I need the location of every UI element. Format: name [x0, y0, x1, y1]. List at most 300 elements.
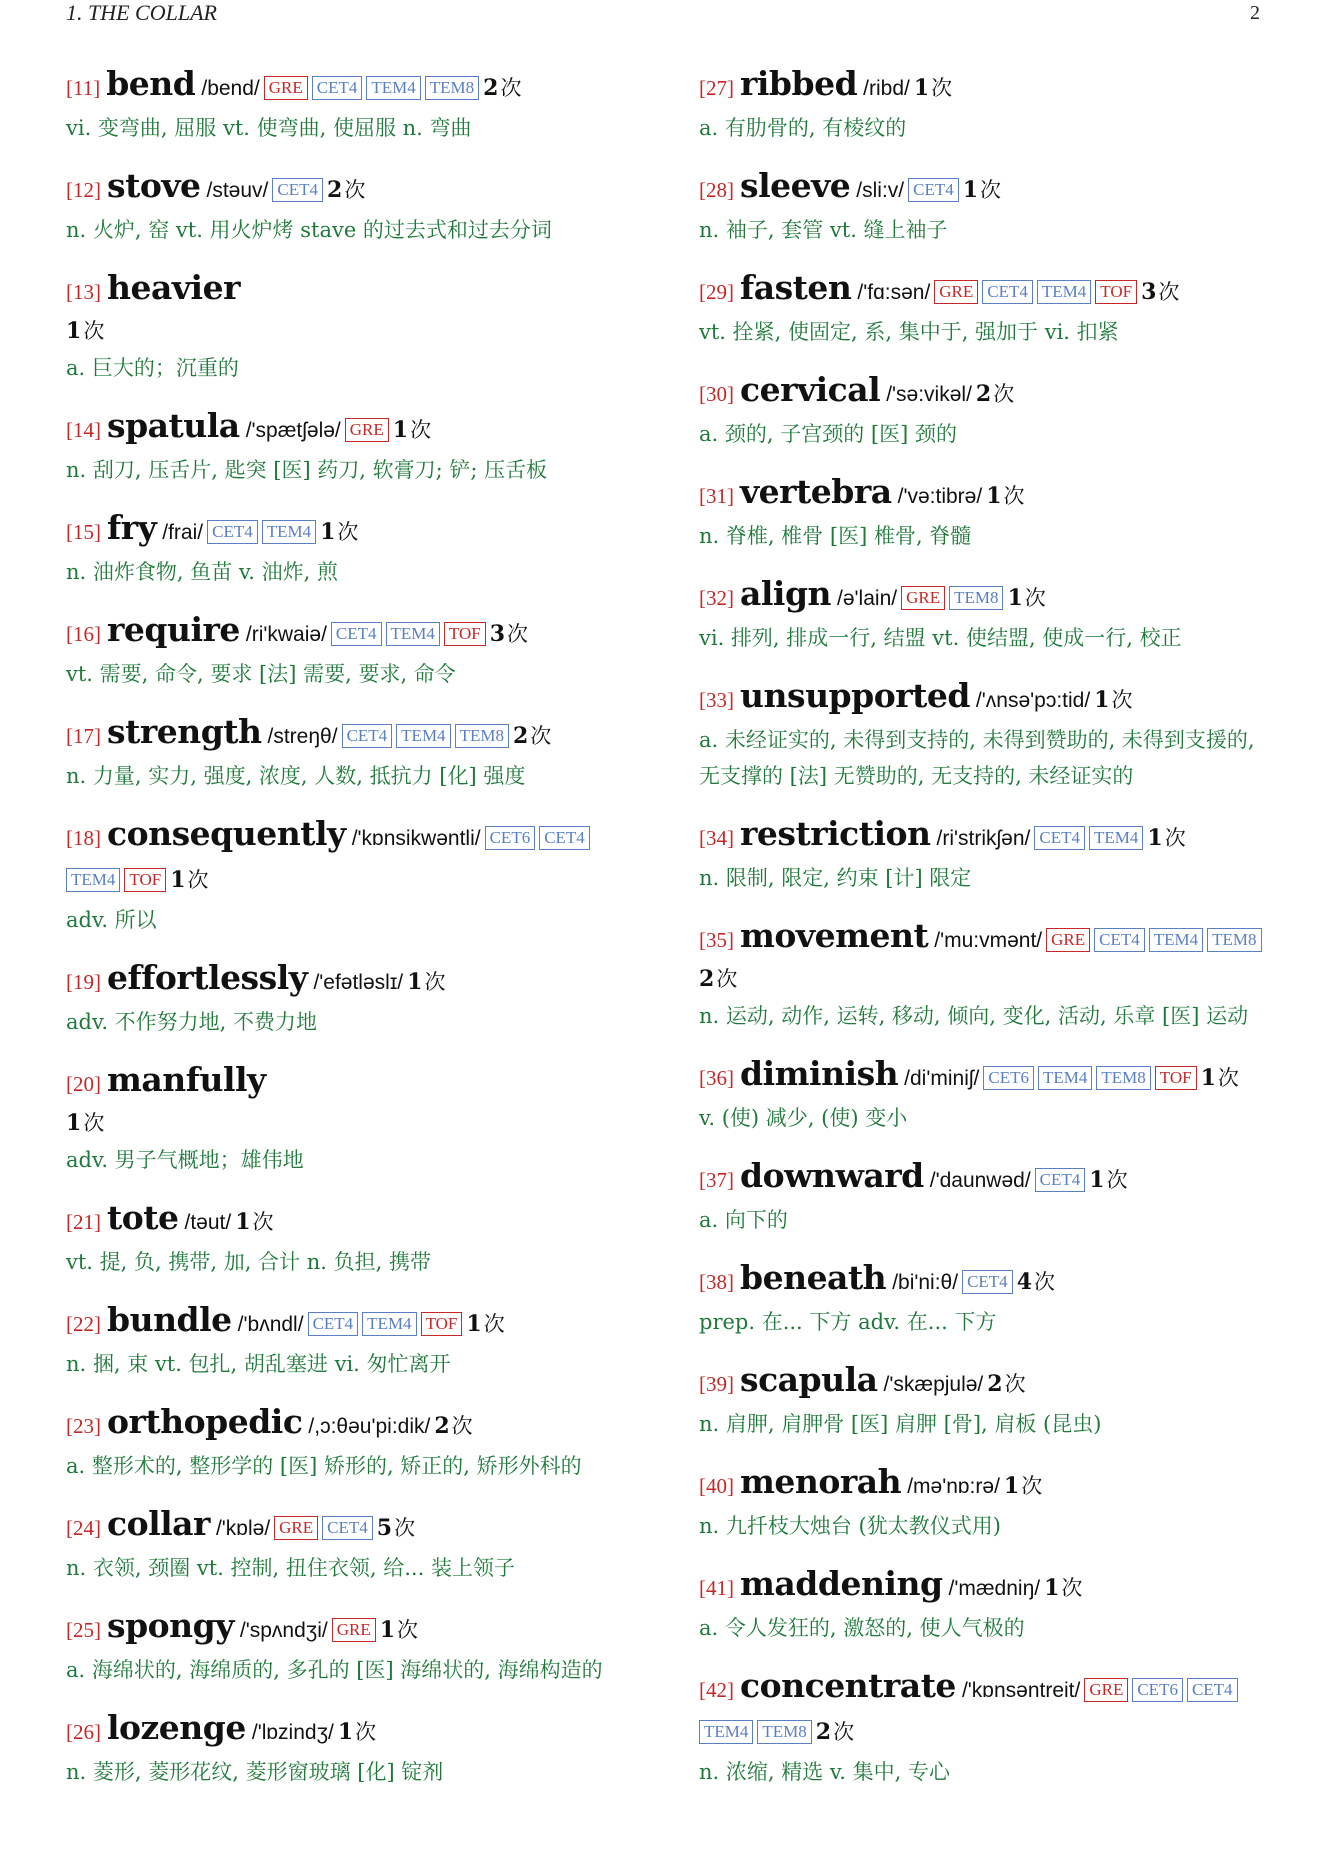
vocab-entry: [66, 814, 646, 938]
vocab-entry: [699, 814, 1279, 896]
exam-tag: CET4: [322, 1516, 373, 1540]
count-unit: 次: [337, 520, 359, 544]
occurrence-count: [699, 966, 737, 992]
entry-word: heavier: [107, 268, 240, 307]
entry-phonetic: /'kɒnsikwəntli/: [351, 827, 481, 850]
occurrence-count: [466, 1311, 504, 1337]
entry-headline: [66, 166, 646, 212]
exam-tag: TEM8: [455, 724, 509, 748]
entry-definition: n. 油炸食物, 鱼苗 v. 油炸, 煎: [66, 560, 338, 584]
entry-word: bend: [106, 64, 196, 103]
entry-index: [17]: [66, 724, 101, 748]
entry-definition: n. 衣领, 颈圈 vt. 控制, 扭住衣领, 给... 装上领子: [66, 1556, 515, 1580]
entry-word: fry: [107, 508, 157, 547]
exam-tag: CET4: [1035, 1168, 1086, 1192]
exam-tag: GRE: [332, 1618, 376, 1642]
count-unit: 次: [1034, 1270, 1055, 1294]
entry-headline: [699, 1462, 1279, 1508]
exam-tag: CET4: [1187, 1678, 1238, 1702]
occurrence-count: [393, 417, 431, 443]
entry-word: diminish: [740, 1054, 899, 1093]
entry-headline: [699, 814, 1279, 860]
entry-phonetic: /ə'lain/: [837, 587, 898, 610]
entry-phonetic: /di'miniʃ/: [904, 1067, 980, 1090]
entry-word: stove: [107, 166, 201, 205]
entry-headline: [699, 166, 1279, 212]
entry-headline: [66, 508, 646, 554]
count-number: 1: [1044, 1575, 1060, 1601]
exam-tag: TEM4: [396, 724, 450, 748]
entry-index: [25]: [66, 1618, 101, 1642]
count-unit: 次: [1111, 688, 1133, 712]
entry-word: align: [740, 574, 832, 613]
occurrence-count: [513, 723, 551, 749]
count-number: 1: [1200, 1065, 1216, 1091]
count-unit: 次: [397, 1618, 419, 1642]
exam-tag: CET4: [982, 280, 1033, 304]
occurrence-count: [1007, 585, 1045, 611]
entry-headline: [66, 958, 646, 1004]
entry-phonetic: /'efətləslɪ/: [313, 971, 404, 994]
vocab-entry: [699, 676, 1279, 794]
occurrence-count: [320, 519, 358, 545]
vocab-entry: [699, 1462, 1279, 1544]
count-unit: 次: [83, 319, 105, 343]
entry-word: strength: [107, 712, 262, 751]
exam-tag: GRE: [934, 280, 978, 304]
entry-definition: vi. 变弯曲, 屈服 vt. 使弯曲, 使屈服 n. 弯曲: [66, 116, 472, 140]
exam-tag: TOF: [444, 622, 486, 646]
entry-word: fasten: [740, 268, 852, 307]
count-number: 2: [327, 177, 343, 203]
vocab-entry: [66, 1300, 646, 1382]
entry-phonetic: /'spʌndʒi/: [239, 1619, 328, 1642]
exam-tag: CET6: [1132, 1678, 1183, 1702]
entry-phonetic: /stəuv/: [206, 179, 269, 202]
count-unit: 次: [187, 868, 209, 892]
count-unit: 次: [931, 76, 953, 100]
exam-tag: CET4: [342, 724, 393, 748]
count-unit: 次: [993, 382, 1015, 406]
entry-index: [18]: [66, 826, 101, 850]
entry-index: [39]: [699, 1372, 734, 1396]
entry-word: consequently: [107, 814, 346, 853]
entry-index: [40]: [699, 1474, 734, 1498]
exam-tag: GRE: [1046, 928, 1090, 952]
occurrence-count: [235, 1209, 273, 1235]
occurrence-count: [1141, 279, 1179, 305]
exam-tag: TEM4: [366, 76, 420, 100]
entry-definition: a. 向下的: [699, 1208, 788, 1232]
entry-phonetic: /ri'kwaiə/: [245, 623, 327, 646]
vocab-entry: [699, 1156, 1279, 1238]
entry-definition: a. 令人发狂的, 激怒的, 使人气极的: [699, 1616, 1025, 1640]
entry-definition: vt. 拴紧, 使固定, 系, 集中于, 强加于 vi. 扣紧: [699, 320, 1119, 344]
entry-phonetic: /'ʌnsə'pɔ:tid/: [975, 689, 1091, 712]
count-unit: 次: [1106, 1168, 1128, 1192]
count-unit: 次: [252, 1210, 274, 1234]
entry-headline: [699, 64, 1279, 110]
entry-headline: [66, 1606, 646, 1652]
entry-headline: [66, 406, 646, 452]
entry-headline: [66, 610, 646, 656]
entry-count-line: [66, 1106, 646, 1142]
count-number: 2: [512, 723, 529, 749]
entry-headline: [66, 1402, 646, 1448]
occurrence-count: [1004, 1473, 1042, 1499]
entry-definition: a. 海绵状的, 海绵质的, 多孔的 [医] 海绵状的, 海绵构造的: [66, 1658, 603, 1682]
count-number: 1: [962, 177, 979, 203]
entry-phonetic: /sli:v/: [856, 179, 905, 202]
occurrence-count: [327, 177, 365, 203]
entry-definition: n. 火炉, 窑 vt. 用火炉烤 stave 的过去式和过去分词: [66, 218, 552, 242]
count-unit: 次: [83, 1111, 105, 1135]
vocab-entry: [66, 1606, 646, 1688]
entry-definition: n. 限制, 限定, 约束 [计] 限定: [699, 866, 972, 890]
entry-word: scapula: [740, 1360, 878, 1399]
entry-headline: [699, 472, 1279, 518]
vocab-entry: [699, 166, 1279, 248]
entry-phonetic: /streŋθ/: [267, 725, 338, 748]
count-number: 1: [235, 1209, 251, 1235]
exam-tag: TEM4: [262, 520, 316, 544]
count-number: 1: [986, 483, 1002, 509]
entry-definition: v. (使) 减少, (使) 变小: [699, 1106, 908, 1130]
exam-tag: TEM4: [1038, 1066, 1092, 1090]
left-column: [66, 64, 646, 1810]
count-number: 3: [489, 621, 506, 647]
vocab-entry: [699, 1054, 1279, 1136]
entry-word: concentrate: [740, 1666, 956, 1705]
vocab-entry: [699, 472, 1279, 554]
count-number: 1: [320, 519, 336, 545]
entry-phonetic: /,ɔ:θəu'pi:dik/: [308, 1415, 431, 1438]
exam-tag: TEM4: [699, 1720, 753, 1744]
entry-headline: [699, 916, 1279, 962]
entry-phonetic: /'fɑ:sən/: [857, 281, 931, 304]
count-number: 2: [975, 381, 992, 407]
entry-headline: [699, 1564, 1279, 1610]
occurrence-count: [987, 1371, 1025, 1397]
entry-headline: [699, 1666, 1279, 1712]
occurrence-count: [986, 483, 1024, 509]
entry-definition: vt. 需要, 命令, 要求 [法] 需要, 要求, 命令: [66, 662, 456, 686]
exam-tag: CET4: [308, 1312, 359, 1336]
entry-headline-cont: [699, 1712, 1279, 1754]
entry-definition: a. 巨大的；沉重的: [66, 356, 239, 380]
entry-headline: [66, 268, 646, 314]
vocab-entry: [699, 1360, 1279, 1442]
occurrence-count: [1147, 825, 1185, 851]
entry-headline-cont: [66, 860, 646, 902]
entry-phonetic: /'bʌndl/: [237, 1313, 304, 1336]
count-number: 1: [466, 1311, 482, 1337]
entry-index: [30]: [699, 382, 734, 406]
entry-index: [29]: [699, 280, 734, 304]
vocab-entry: [699, 916, 1279, 1034]
count-number: 2: [699, 966, 715, 992]
entry-index: [36]: [699, 1066, 734, 1090]
count-number: 1: [913, 75, 930, 101]
entry-index: [37]: [699, 1168, 734, 1192]
count-unit: 次: [980, 178, 1002, 202]
entry-word: restriction: [740, 814, 931, 853]
count-number: 1: [170, 867, 186, 893]
exam-tag: TOF: [421, 1312, 463, 1336]
exam-tag: TOF: [1095, 280, 1137, 304]
entry-index: [22]: [66, 1312, 101, 1336]
exam-tag: TEM8: [425, 76, 479, 100]
entry-index: [32]: [699, 586, 734, 610]
count-unit: 次: [1021, 1474, 1043, 1498]
count-number: 2: [815, 1719, 832, 1745]
vocab-entry: [699, 1564, 1279, 1646]
exam-tag: CET4: [908, 178, 959, 202]
occurrence-count: [1089, 1167, 1127, 1193]
count-number: 1: [1089, 1167, 1105, 1193]
entry-index: [23]: [66, 1414, 101, 1438]
entry-phonetic: /'mædniŋ/: [948, 1577, 1041, 1600]
exam-tag: CET6: [983, 1066, 1034, 1090]
count-unit: 次: [394, 1516, 416, 1540]
entry-definition: a. 有肋骨的, 有棱纹的: [699, 116, 907, 140]
count-unit: 次: [410, 418, 432, 442]
entry-word: ribbed: [740, 64, 858, 103]
entry-index: [41]: [699, 1576, 734, 1600]
entry-definition: prep. 在... 下方 adv. 在... 下方: [699, 1310, 997, 1334]
count-unit: 次: [451, 1414, 473, 1438]
entry-definition: adv. 不作努力地, 不费力地: [66, 1010, 318, 1034]
exam-tag: GRE: [1084, 1678, 1128, 1702]
entry-index: [19]: [66, 970, 101, 994]
entry-headline: [66, 1300, 646, 1346]
entry-headline: [66, 814, 646, 860]
occurrence-count: [434, 1413, 472, 1439]
vocab-entry: [699, 64, 1279, 146]
entry-phonetic: /'spætʃələ/: [245, 419, 341, 442]
exam-tag: CET4: [312, 76, 363, 100]
entry-headline: [699, 1156, 1279, 1202]
count-unit: 次: [1024, 586, 1046, 610]
vocab-entry: [66, 712, 646, 794]
entry-word: menorah: [740, 1462, 902, 1501]
vocab-entry: [699, 1258, 1279, 1340]
entry-word: tote: [107, 1198, 179, 1237]
vocab-entry: [66, 268, 646, 386]
entry-index: [28]: [699, 178, 734, 202]
entry-definition: n. 运动, 动作, 运转, 移动, 倾向, 变化, 活动, 乐章 [医] 运动: [699, 1004, 1249, 1028]
entry-word: vertebra: [740, 472, 892, 511]
entry-word: require: [107, 610, 240, 649]
entry-phonetic: /'mu:vmənt/: [934, 929, 1043, 952]
occurrence-count: [963, 177, 1001, 203]
exam-tag: CET4: [1034, 826, 1085, 850]
entry-definition: a. 颈的, 子宫颈的 [医] 颈的: [699, 422, 957, 446]
entry-index: [35]: [699, 928, 734, 952]
entry-phonetic: /mə'nɒ:rə/: [907, 1475, 1000, 1498]
vocab-entry: [66, 958, 646, 1040]
exam-tag: TEM4: [386, 622, 440, 646]
entry-word: lozenge: [107, 1708, 246, 1747]
occurrence-count: [380, 1617, 418, 1643]
count-number: 3: [1141, 279, 1157, 305]
count-number: 5: [376, 1515, 393, 1541]
exam-tag: GRE: [345, 418, 389, 442]
entry-headline: [699, 370, 1279, 416]
entry-headline: [699, 1360, 1279, 1406]
exam-tag: CET6: [485, 826, 536, 850]
entry-headline: [699, 676, 1279, 722]
exam-tag: CET4: [539, 826, 590, 850]
exam-tag: CET4: [1094, 928, 1145, 952]
exam-tag: CET4: [962, 1270, 1013, 1294]
entry-phonetic: /bi'ni:θ/: [892, 1271, 959, 1294]
chapter-title: 1. THE COLLAR: [66, 0, 217, 25]
entry-word: sleeve: [740, 166, 851, 205]
entry-index: [20]: [66, 1072, 101, 1096]
entry-definition: n. 力量, 实力, 强度, 浓度, 人数, 抵抗力 [化] 强度: [66, 764, 526, 788]
count-unit: 次: [1061, 1576, 1083, 1600]
entry-index: [31]: [699, 484, 734, 508]
occurrence-count: [338, 1719, 376, 1745]
vocab-entry: [66, 1708, 646, 1790]
entry-definition: adv. 男子气概地；雄伟地: [66, 1148, 304, 1172]
count-number: 1: [1007, 585, 1023, 611]
occurrence-count: [407, 969, 445, 995]
count-unit: 次: [1164, 826, 1186, 850]
entry-definition: a. 未经证实的, 未得到支持的, 未得到赞助的, 未得到支援的, 无支撑的 [法] 无赞助的, 无支持的, 未经证实的: [699, 728, 1255, 788]
entry-word: cervical: [740, 370, 881, 409]
exam-tag: TEM8: [1096, 1066, 1150, 1090]
exam-tag: CET4: [207, 520, 258, 544]
entry-definition: n. 浓缩, 精选 v. 集中, 专心: [699, 1760, 950, 1784]
vocab-entry: [66, 64, 646, 146]
entry-index: [14]: [66, 418, 101, 442]
occurrence-count: [816, 1719, 854, 1745]
exam-tag: GRE: [901, 586, 945, 610]
occurrence-count: [377, 1515, 415, 1541]
entry-index: [15]: [66, 520, 101, 544]
count-number: 4: [1016, 1269, 1032, 1295]
exam-tag: TEM8: [949, 586, 1003, 610]
entry-index: [24]: [66, 1516, 101, 1540]
count-unit: 次: [1003, 484, 1025, 508]
vocab-entry: [66, 1504, 646, 1586]
entry-word: spatula: [107, 406, 240, 445]
entry-phonetic: /'və:tibrə/: [897, 485, 983, 508]
entry-phonetic: /təut/: [184, 1211, 232, 1234]
vocab-entry: [66, 1198, 646, 1280]
vocab-entry: [66, 1060, 646, 1178]
count-number: 1: [1147, 825, 1163, 851]
occurrence-count: [170, 867, 208, 893]
vocab-entry: [66, 406, 646, 488]
entry-headline: [699, 574, 1279, 620]
entry-definition: a. 整形术的, 整形学的 [医] 矫形的, 矫正的, 矫形外科的: [66, 1454, 582, 1478]
count-number: 1: [1094, 687, 1110, 713]
exam-tag: TEM8: [1207, 928, 1261, 952]
entry-count-line: [699, 962, 1279, 998]
entry-headline: [66, 1708, 646, 1754]
entry-headline: [66, 1198, 646, 1244]
vocab-entry: [699, 370, 1279, 452]
exam-tag: TEM8: [757, 1720, 811, 1744]
count-number: 1: [66, 318, 82, 344]
count-unit: 次: [355, 1720, 377, 1744]
entry-phonetic: /'lɒzindʒ/: [251, 1721, 334, 1744]
vocab-entry: [66, 166, 646, 248]
vocab-entry: [699, 268, 1279, 350]
count-number: 2: [483, 75, 499, 101]
occurrence-count: [1017, 1269, 1055, 1295]
entry-definition: n. 九扦枝大烛台 (犹太教仪式用): [699, 1514, 1001, 1538]
entry-definition: adv. 所以: [66, 908, 157, 932]
entry-count-line: [66, 314, 646, 350]
exam-tag: TEM4: [1037, 280, 1091, 304]
occurrence-count: [1044, 1575, 1082, 1601]
entry-phonetic: /'kɒnsəntreit/: [961, 1679, 1081, 1702]
exam-tag: TOF: [1155, 1066, 1197, 1090]
entry-definition: vi. 排列, 排成一行, 结盟 vt. 使结盟, 使成一行, 校正: [699, 626, 1182, 650]
entry-word: spongy: [107, 1606, 234, 1645]
entry-index: [16]: [66, 622, 101, 646]
occurrence-count: [976, 381, 1014, 407]
entry-word: maddening: [740, 1564, 943, 1603]
entry-word: movement: [740, 916, 929, 955]
entry-word: manfully: [107, 1060, 266, 1099]
entry-headline: [699, 1054, 1279, 1100]
exam-tag: TOF: [124, 868, 166, 892]
exam-tag: TEM4: [1089, 826, 1143, 850]
exam-tag: TEM4: [66, 868, 120, 892]
entry-phonetic: /'skæpjulə/: [883, 1373, 984, 1396]
entry-headline: [66, 64, 646, 110]
count-number: 1: [392, 417, 409, 443]
entry-definition: vt. 提, 负, 携带, 加, 合计 n. 负担, 携带: [66, 1250, 431, 1274]
entry-index: [38]: [699, 1270, 734, 1294]
exam-tag: CET4: [331, 622, 382, 646]
entry-word: downward: [740, 1156, 924, 1195]
entry-index: [26]: [66, 1720, 101, 1744]
count-number: 1: [407, 969, 423, 995]
entry-index: [21]: [66, 1210, 101, 1234]
occurrence-count: [483, 75, 521, 101]
entry-phonetic: /'kɒlə/: [215, 1517, 271, 1540]
entry-index: [33]: [699, 688, 734, 712]
entry-index: [13]: [66, 280, 101, 304]
vocab-entry: [699, 574, 1279, 656]
entry-word: orthopedic: [107, 1402, 303, 1441]
entry-headline: [66, 712, 646, 758]
entry-word: collar: [107, 1504, 210, 1543]
count-unit: 次: [716, 967, 738, 991]
occurrence-count: [1201, 1065, 1239, 1091]
count-unit: 次: [1217, 1066, 1239, 1090]
entry-phonetic: /'daunwəd/: [929, 1169, 1031, 1192]
count-number: 1: [379, 1617, 396, 1643]
count-unit: 次: [344, 178, 366, 202]
entry-phonetic: /ri'strikʃən/: [936, 827, 1031, 850]
entry-word: bundle: [107, 1300, 232, 1339]
count-unit: 次: [1004, 1372, 1026, 1396]
vocab-entry: [66, 610, 646, 692]
entry-headline: [66, 1504, 646, 1550]
entry-word: effortlessly: [107, 958, 308, 997]
count-number: 2: [987, 1371, 1003, 1397]
entry-definition: n. 袖子, 套管 vt. 缝上袖子: [699, 218, 948, 242]
entry-phonetic: /frai/: [162, 521, 204, 544]
exam-tag: CET4: [272, 178, 323, 202]
